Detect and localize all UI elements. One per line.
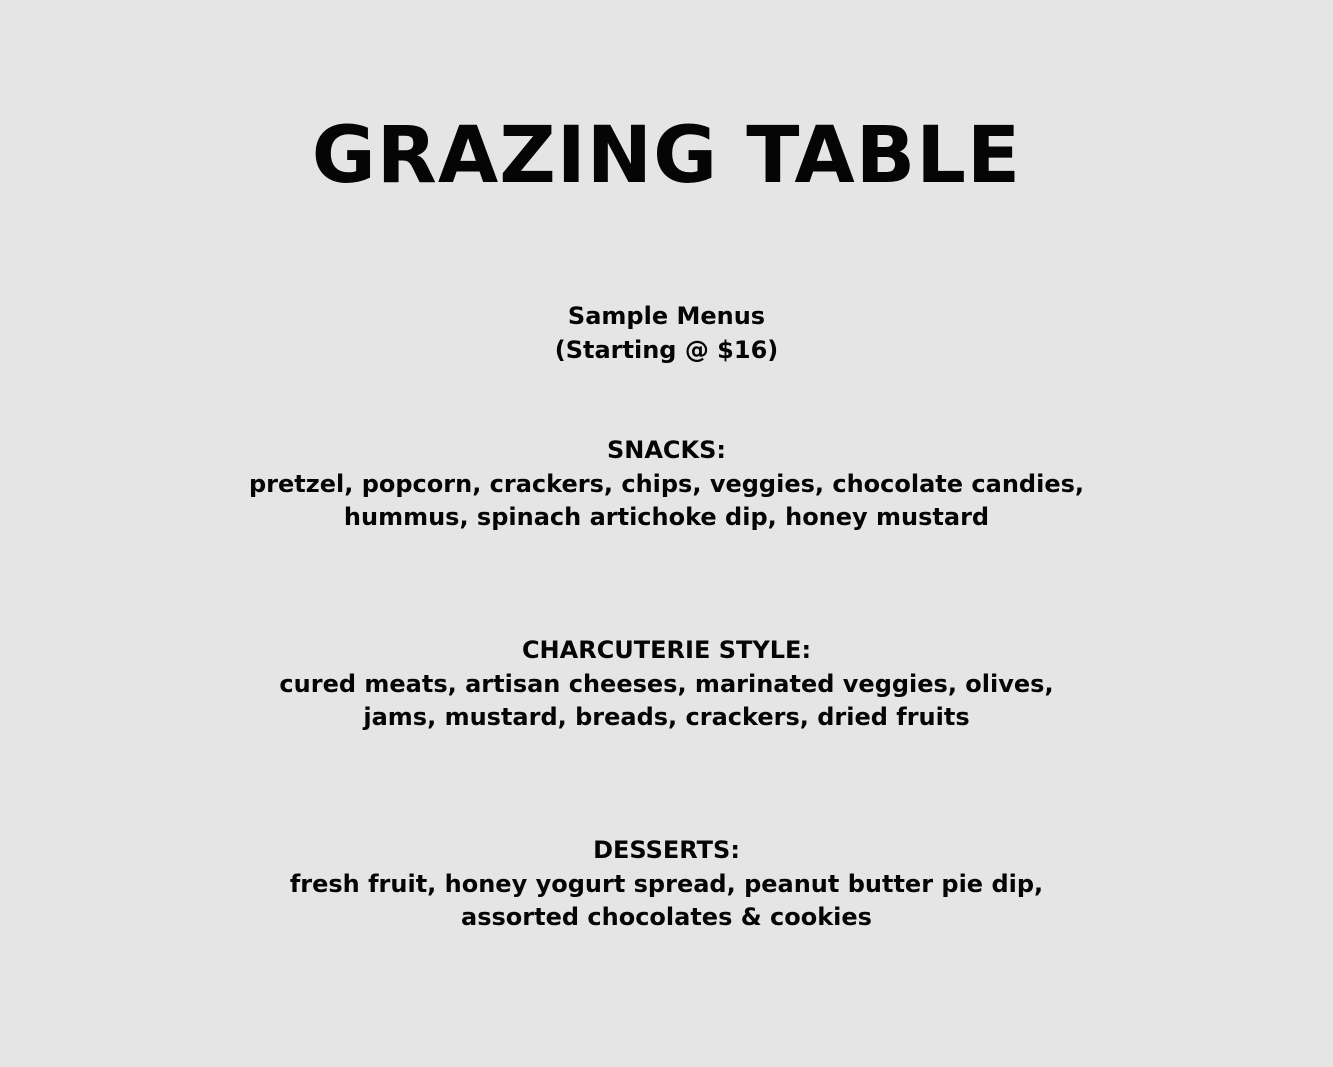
intro-heading: Sample Menus [567, 302, 766, 330]
section-snacks [0, 434, 1333, 535]
section-items-line: pretzel, popcorn, crackers, chips, veggies, chocolate candies, [249, 469, 1084, 498]
sample-menus-intro [0, 300, 1333, 367]
section-charcuterie [0, 634, 1333, 735]
page-title: GRAZING TABLE [311, 111, 1022, 201]
section-items-line: assorted chocolates & cookies [461, 903, 872, 931]
section-heading: DESSERTS: [593, 836, 740, 864]
section-items-line: hummus, spinach artichoke dip, honey mustard [343, 503, 990, 531]
section-items-line: fresh fruit, honey yogurt spread, peanut butter pie dip, [289, 869, 1044, 898]
section-heading: CHARCUTERIE STYLE: [521, 636, 812, 664]
section-items-line: cured meats, artisan cheeses, marinated veggies, olives, [279, 669, 1054, 698]
section-heading: SNACKS: [606, 436, 727, 464]
section-items-line: jams, mustard, breads, crackers, dried fruits [363, 703, 970, 731]
intro-price-note: (Starting @ $16) [554, 335, 779, 364]
section-desserts [0, 834, 1333, 935]
